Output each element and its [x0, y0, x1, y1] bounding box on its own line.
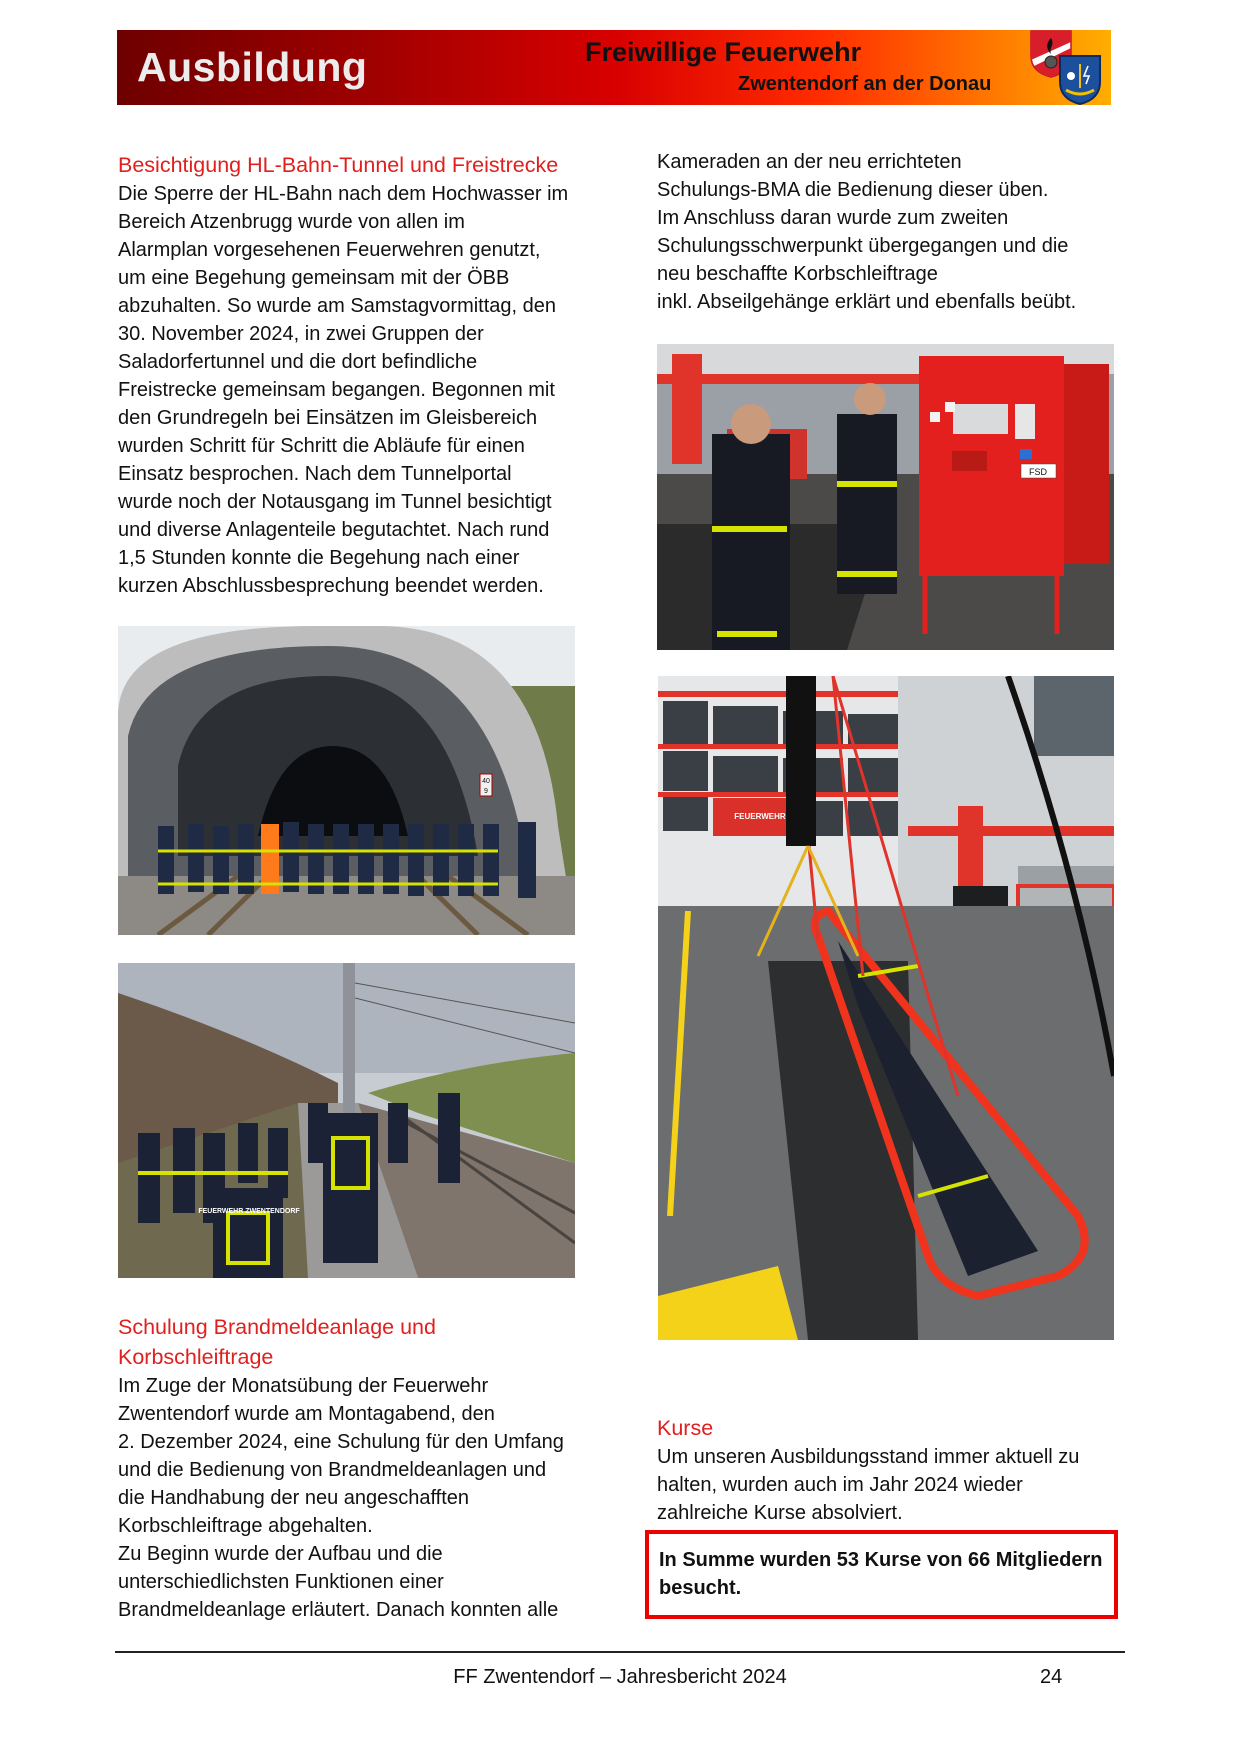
organization-name: Freiwillige Feuerwehr [585, 37, 862, 67]
body-line: unterschiedlichsten Funktionen einer [118, 1571, 444, 1593]
fsd-panel-label: FSD [1029, 467, 1047, 477]
body-line: Brandmeldeanlage erläutert. Danach konnten alle [118, 1599, 559, 1621]
body-line: Um unseren Ausbildungsstand immer aktuell zu [657, 1446, 1080, 1468]
body-line: Kameraden an der neu errichteten [657, 151, 962, 173]
km-sign-bottom: 9 [484, 788, 488, 795]
body-line: Saladorfertunnel und die dort befindliche [118, 351, 478, 373]
courses-summary-box [645, 1530, 1118, 1619]
stretcher-photo [658, 676, 1114, 1340]
body-line: um eine Begehung gemeinsam mit der ÖBB [118, 267, 510, 289]
body-line: die Handhabung der neu angeschafften [118, 1487, 470, 1509]
tunnel-group-photo [118, 626, 575, 935]
body-line: Korbschleiftrage abgehalten. [118, 1515, 373, 1537]
body-line: 1,5 Stunden konnte die Begehung nach einer [118, 547, 520, 569]
summary-line: besucht. [659, 1577, 742, 1599]
body-line: Schulungsschwerpunkt übergegangen und die [657, 235, 1069, 257]
body-line: Im Anschluss daran wurde zum zweiten [657, 207, 1009, 229]
body-line: inkl. Abseilgehänge erklärt und ebenfalls beübt. [657, 291, 1077, 313]
section-heading: Schulung Brandmeldeanlage und [118, 1315, 436, 1339]
body-line: halten, wurden auch im Jahr 2024 wieder [657, 1474, 1023, 1496]
body-line: Alarmplan vorgesehenen Feuerwehren genutzt, [118, 239, 541, 261]
body-line: Im Zuge der Monatsübung der Feuerwehr [118, 1375, 489, 1397]
body-line: abzuhalten. So wurde am Samstagvormittag, den [118, 295, 557, 317]
body-line: Bereich Atzenbrugg wurde von allen im [118, 211, 465, 233]
body-line: kurzen Abschlussbesprechung beendet werden. [118, 575, 544, 597]
body-line: Einsatz besprochen. Nach dem Tunnelportal [118, 463, 512, 485]
organization-location: Zwentendorf an der Donau [738, 73, 992, 95]
municipal-coat-of-arms-icon [1058, 54, 1102, 106]
section-heading: Besichtigung HL-Bahn-Tunnel und Freistrecke [118, 153, 559, 177]
summary-line: In Summe wurden 53 Kurse von 66 Mitgliedern [659, 1549, 1103, 1571]
footer-title: FF Zwentendorf – Jahresbericht 2024 [453, 1666, 787, 1688]
body-line: Zwentendorf wurde am Montagabend, den [118, 1403, 495, 1425]
section-courses [657, 1413, 1137, 1527]
body-line: Die Sperre der HL-Bahn nach dem Hochwasser im [118, 183, 569, 205]
track-walk-photo [118, 963, 575, 1278]
door-lettering: FEUERWEHR [734, 812, 786, 821]
body-line: und die Bedienung von Brandmeldeanlagen und [118, 1459, 547, 1481]
page-number: 24 [1040, 1666, 1063, 1688]
body-line: wurde noch der Notausgang im Tunnel besichtigt [118, 491, 552, 513]
section-heading: Korbschleiftrage [118, 1345, 274, 1369]
body-line: Schulungs-BMA die Bedienung dieser üben. [657, 179, 1049, 201]
km-sign-top: 40 [482, 778, 490, 785]
body-line: Zu Beginn wurde der Aufbau und die [118, 1543, 443, 1565]
body-line: zahlreiche Kurse absolviert. [657, 1502, 903, 1524]
body-line: neu beschaffte Korbschleiftrage [657, 263, 938, 285]
body-line: und diverse Anlagenteile begutachtet. Nach rund [118, 519, 550, 541]
section-title: Ausbildung [137, 44, 368, 90]
section-tunnel-visit [118, 150, 598, 600]
jacket-lettering: FEUERWEHR ZWENTENDORF [198, 1208, 300, 1215]
body-line: 2. Dezember 2024, eine Schulung für den Umfang [118, 1431, 564, 1453]
section-bma-training [118, 1312, 598, 1624]
body-line: Freistrecke gemeinsam begangen. Begonnen mit [118, 379, 555, 401]
bma-training-photo [657, 344, 1114, 650]
body-line: den Grundregeln bei Einsätzen im Gleisbereich [118, 407, 538, 429]
footer-divider [115, 1651, 1125, 1653]
section-bma-continuation [657, 148, 1137, 316]
courses-summary-text [659, 1546, 1119, 1602]
body-line: wurden Schritt für Schritt die Abläufe für einen [118, 435, 525, 457]
body-line: 30. November 2024, in zwei Gruppen der [118, 323, 484, 345]
section-heading: Kurse [657, 1416, 714, 1440]
